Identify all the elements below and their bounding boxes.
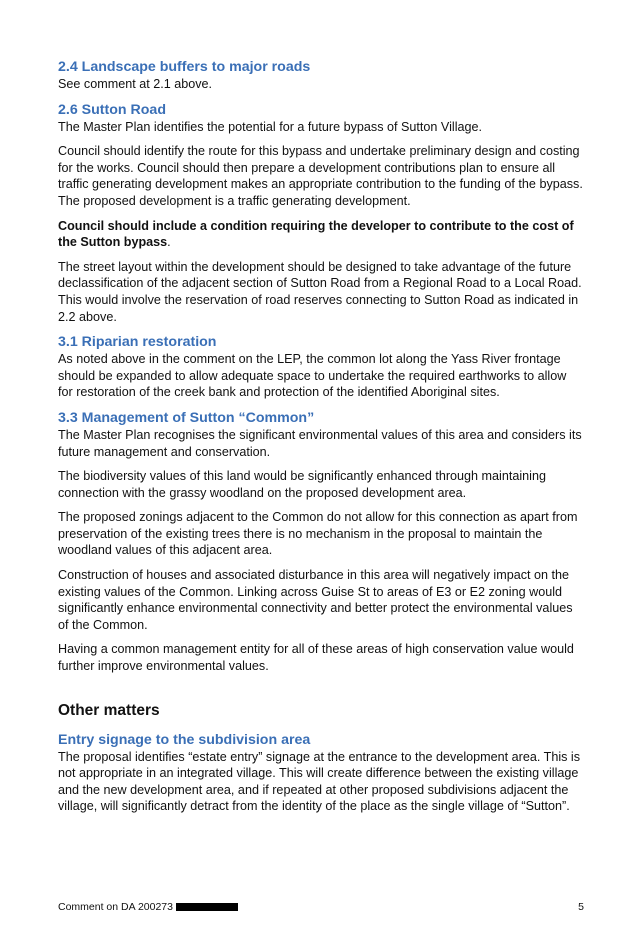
paragraph: The proposed zonings adjacent to the Common do not allow for this connection as apart from preservation of the existing trees there is no mechanism in the proposal to maintain the woodland values of this adjacent area. xyxy=(58,510,578,558)
bold-text: Council should include a condition requiring the developer to contribute to the cost of the Sutton bypass xyxy=(58,218,574,250)
paragraph-emphasis xyxy=(58,218,584,251)
paragraph: See comment at 2.1 above. xyxy=(58,77,213,91)
heading-2-6: 2.6 Sutton Road xyxy=(58,101,166,118)
paragraph: The proposal identifies “estate entry” signage at the entrance to the development area. This is not appropriate in an integrated village. This will create difference between the existing village and the new development area, and if repeated at other proposed subdivisions adjacent the village, will significantly detract from the identity of the place as the single village of “Sutton”. xyxy=(58,749,581,814)
paragraph: The Master Plan recognises the significant environmental values of this area and considers its future management and conservation. xyxy=(58,427,582,459)
footer-label: Comment on DA 200273 xyxy=(58,901,173,913)
heading-2-4: 2.4 Landscape buffers to major roads xyxy=(58,59,311,75)
paragraph: Construction of houses and associated disturbance in this area will negatively impact on the existing values of the Common. Linking across Guise St to areas of E3 or E2 zoning would significantly enhance environmental connectivity and better protect the environmental values of the Common. xyxy=(58,568,573,632)
page-footer xyxy=(58,900,584,914)
paragraph: The street layout within the development should be designed to take advantage of the future declassification of the adjacent section of Sutton Road from a Regional Road to a Local Road. This would involve the reservation of road reserves connecting to Sutton Road as indicated in 2.2 above. xyxy=(58,259,582,324)
page-number: 5 xyxy=(578,901,584,913)
paragraph: Council should identify the route for this bypass and undertake preliminary design and costing for the works. Council should then prepare a development contributions plan to ensure all traffic generating development makes an appropriate contribution to the funding of the bypass. The proposed development is a traffic generating development. xyxy=(58,144,583,208)
paragraph: Having a common management entity for all of these areas of high conservation value would further improve environmental values. xyxy=(58,642,574,674)
document-page xyxy=(58,58,584,815)
heading-3-1: 3.1 Riparian restoration xyxy=(58,334,217,351)
paragraph: The biodiversity values of this land would be significantly enhanced through maintaining connection with the grassy woodland on the proposed development area. xyxy=(58,469,546,500)
text-tail: . xyxy=(167,235,171,250)
paragraph: The Master Plan identifies the potential for a future bypass of Sutton Village. xyxy=(58,119,483,134)
heading-entry-signage: Entry signage to the subdivision area xyxy=(58,731,311,748)
heading-other-matters: Other matters xyxy=(58,701,160,719)
paragraph: As noted above in the comment on the LEP, the common lot along the Yass River frontage should be expanded to allow adequate space to undertake the required earthworks to allow for restoration of the creek bank and protection of the identified Aboriginal sites. xyxy=(58,352,567,400)
heading-3-3: 3.3 Management of Sutton “Common” xyxy=(58,409,315,426)
redaction-bar xyxy=(176,903,238,911)
